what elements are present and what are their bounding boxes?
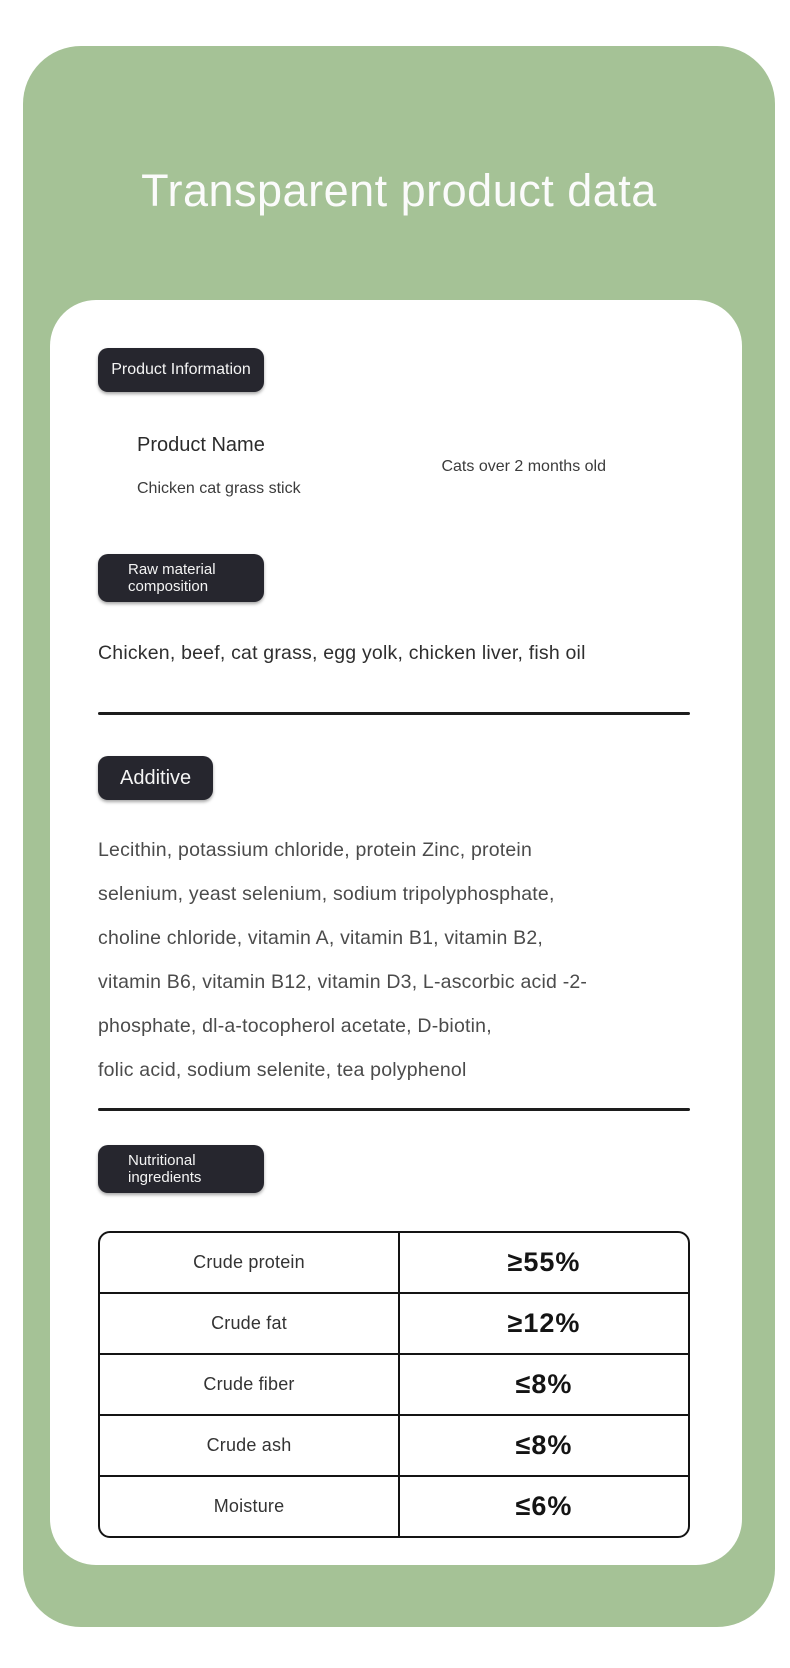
additive-line: Lecithin, potassium chloride, protein Zinc, protein bbox=[98, 839, 533, 861]
nutrient-label: Crude ash bbox=[100, 1416, 400, 1475]
nutrient-label: Crude fiber bbox=[100, 1355, 400, 1414]
raw-material-badge-line2: composition bbox=[128, 578, 209, 595]
product-information-badge: Product Information bbox=[98, 348, 264, 392]
nutrient-value: ≥55% bbox=[507, 1247, 581, 1277]
raw-material-badge bbox=[98, 554, 264, 602]
additive-line: folic acid, sodium selenite, tea polyphenol bbox=[98, 1059, 467, 1081]
nutrient-label: Crude protein bbox=[100, 1233, 400, 1292]
nutrient-value: ≥12% bbox=[507, 1308, 581, 1338]
product-data-card bbox=[23, 46, 775, 1627]
details-panel bbox=[50, 300, 742, 1565]
product-name-label: Product Name bbox=[137, 434, 265, 456]
table-row bbox=[100, 1233, 688, 1292]
nutritional-ingredients-badge bbox=[98, 1145, 264, 1193]
nutrition-table bbox=[98, 1231, 690, 1538]
raw-material-text: Chicken, beef, cat grass, egg yolk, chicken liver, fish oil bbox=[98, 642, 586, 664]
additive-line: vitamin B6, vitamin B12, vitamin D3, L-ascorbic acid -2- bbox=[98, 971, 588, 993]
nutrition-section bbox=[98, 1145, 690, 1193]
divider bbox=[98, 712, 690, 715]
nutrient-value: ≤8% bbox=[515, 1430, 573, 1460]
table-row bbox=[100, 1475, 688, 1536]
product-name-value: Chicken cat grass stick bbox=[137, 480, 301, 497]
target-audience-text: Cats over 2 months old bbox=[441, 458, 606, 475]
page-title: Transparent product data bbox=[141, 165, 657, 216]
table-row bbox=[100, 1414, 688, 1475]
additive-line: choline chloride, vitamin A, vitamin B1, vitamin B2, bbox=[98, 927, 544, 949]
divider bbox=[98, 1108, 690, 1111]
raw-material-badge-line1: Raw material bbox=[128, 561, 216, 578]
additive-line: phosphate, dl-a-tocopherol acetate, D-biotin, bbox=[98, 1015, 492, 1037]
nutrient-value: ≤6% bbox=[515, 1491, 573, 1521]
nutrient-value: ≤8% bbox=[515, 1369, 573, 1399]
raw-material-section bbox=[98, 554, 690, 602]
nutrition-badge-line2: ingredients bbox=[128, 1169, 202, 1186]
product-info-row bbox=[98, 432, 690, 500]
table-row bbox=[100, 1292, 688, 1353]
additive-line: selenium, yeast selenium, sodium tripolyphosphate, bbox=[98, 883, 555, 905]
nutrition-badge-line1: Nutritional bbox=[128, 1152, 196, 1169]
product-name-block bbox=[137, 432, 301, 500]
additive-section bbox=[98, 756, 690, 800]
nutrient-label: Moisture bbox=[100, 1477, 400, 1536]
additive-badge: Additive bbox=[98, 756, 213, 800]
additive-text bbox=[98, 828, 690, 1092]
table-row bbox=[100, 1353, 688, 1414]
nutrient-label: Crude fat bbox=[100, 1294, 400, 1353]
